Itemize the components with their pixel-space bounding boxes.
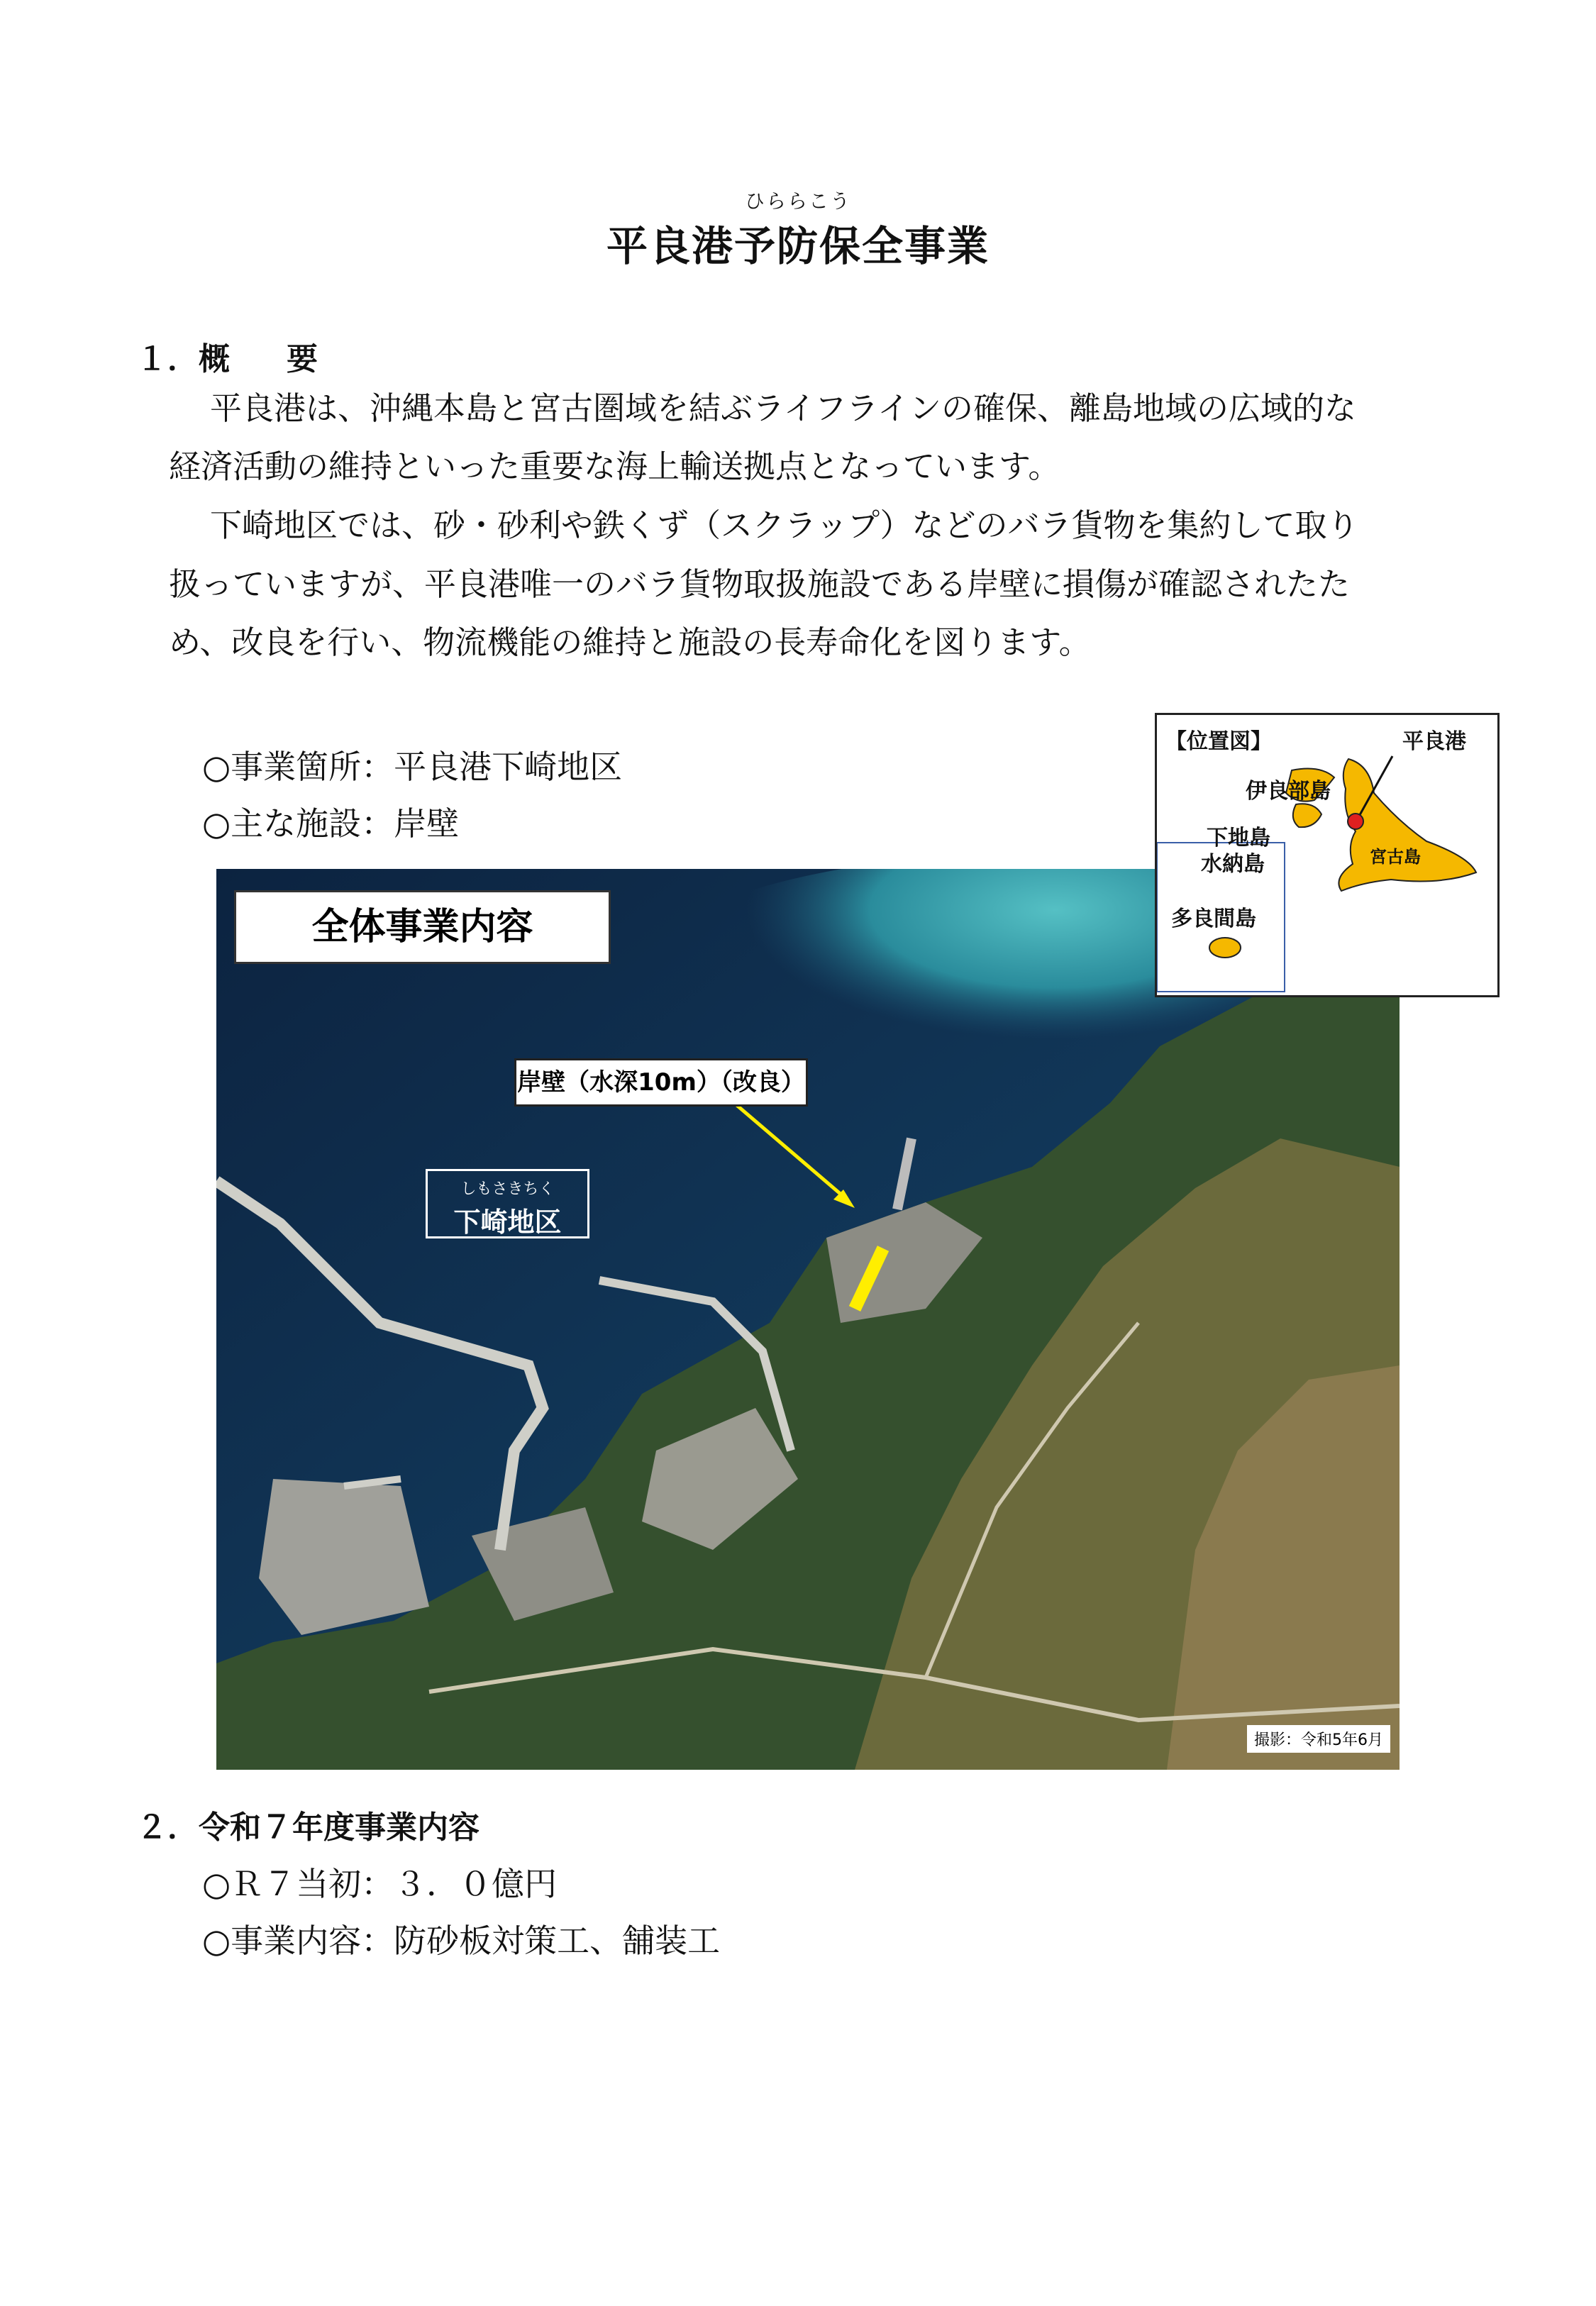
para2-line1: 下崎地区では、砂・砂利や鉄くず（スクラップ）などのバラ貨物を集約して取り bbox=[210, 506, 1359, 544]
project-location: ○事業箇所：平良港下崎地区 bbox=[202, 748, 623, 786]
port-label: 平良港 bbox=[1402, 729, 1466, 754]
miyako-label: 宮古島 bbox=[1370, 847, 1421, 867]
overview-paragraph-2 bbox=[169, 497, 1495, 555]
section1-heading bbox=[136, 333, 318, 379]
minna-label: 水納島 bbox=[1201, 852, 1265, 877]
quay-callout: 岸壁（水深10m）（改良） bbox=[514, 1058, 808, 1107]
para1-line1: 平良港は、沖縄本島と宮古圏域を結ぶライフラインの確保、離島地域の広域的な bbox=[210, 389, 1356, 427]
overview-paragraph-2-cont bbox=[169, 555, 1495, 672]
para1-line2: 経済活動の維持といった重要な海上輸送拠点となっています。 bbox=[169, 448, 1060, 485]
title-ruby: ひららこう bbox=[744, 189, 851, 213]
irabu-label: 伊良部島 bbox=[1246, 779, 1331, 804]
budget-line: ○Ｒ７当初：３．０億円 bbox=[202, 1865, 558, 1903]
section1-heading-rest: 要 bbox=[287, 341, 318, 377]
tarama-label: 多良間島 bbox=[1171, 907, 1256, 931]
aerial-photo-image bbox=[216, 869, 1400, 1770]
aerial-photo bbox=[216, 869, 1400, 1770]
district-label bbox=[426, 1169, 589, 1238]
shimoji-label: 下地島 bbox=[1207, 826, 1270, 850]
main-facility: ○主な施設：岸壁 bbox=[202, 804, 460, 843]
district-ruby: しもさきちく bbox=[460, 1180, 555, 1198]
location-map bbox=[1155, 713, 1500, 997]
para2-line2: 扱っていますが、平良港唯一のバラ貨物取扱施設である岸壁に損傷が確認されたた bbox=[169, 565, 1351, 603]
location-map-title: 【位置図】 bbox=[1165, 729, 1272, 754]
para2-line3: め、改良を行い、物流機能の維持と施設の長寿命化を図ります。 bbox=[169, 623, 1091, 661]
page-title: 平良港予防保全事業 bbox=[606, 222, 990, 270]
overview-banner: 全体事業内容 bbox=[234, 890, 611, 964]
district-name: 下崎地区 bbox=[453, 1207, 562, 1238]
photo-credit: 撮影：令和5年6月 bbox=[1247, 1725, 1390, 1753]
overview-paragraph-1 bbox=[169, 379, 1495, 438]
section2-heading: ２．令和７年度事業内容 bbox=[136, 1809, 480, 1846]
content-line: ○事業内容：防砂板対策工、舗装工 bbox=[202, 1922, 721, 1960]
section1-heading-num: １．概 bbox=[136, 341, 230, 377]
overview-paragraph-1-cont bbox=[169, 438, 1495, 496]
